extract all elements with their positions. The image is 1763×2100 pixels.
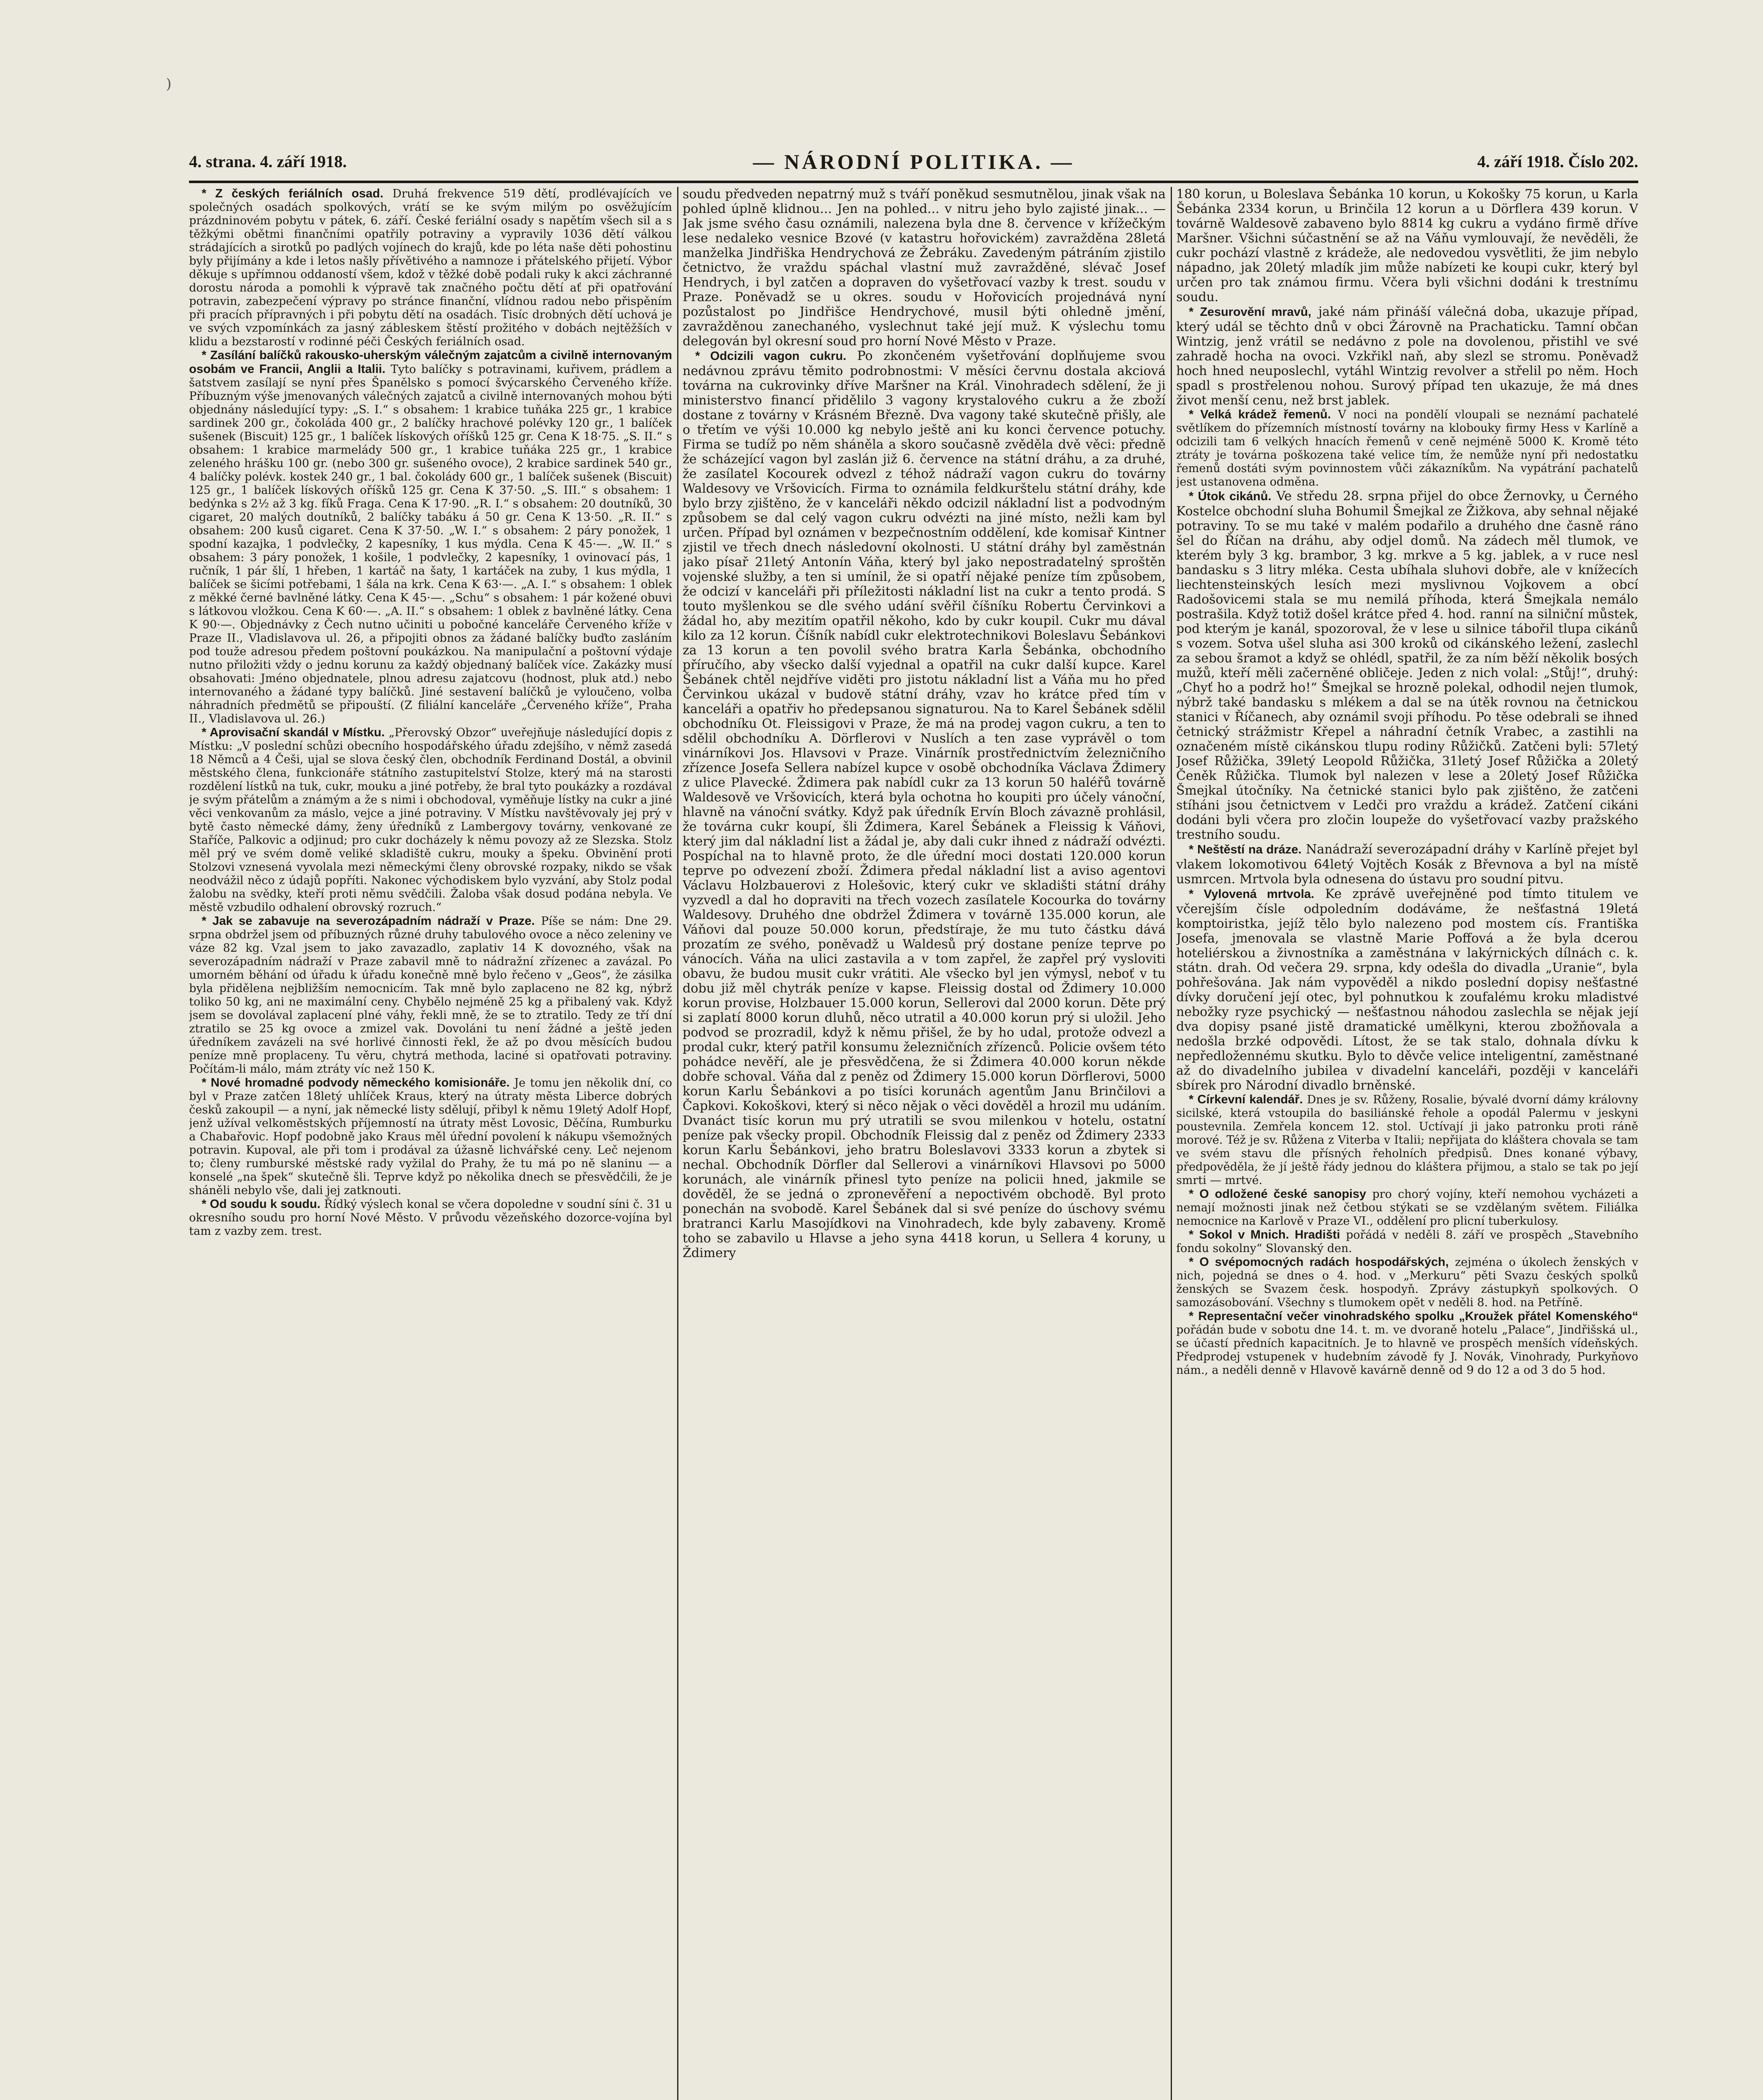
article bbox=[189, 914, 672, 1076]
article bbox=[1176, 1228, 1638, 1255]
article-heading: * Nové hromadné podvody německého komisionáře. bbox=[202, 1076, 510, 1089]
article-continuation bbox=[1176, 187, 1638, 304]
article-text: Druhá frekvence 519 dětí, prodlévajících ve společných osadách spolkových, vrátí se ke svým milým po osvěžujícím prázdninovém pobytu v pátek, 6. září. České feriální osady s napětím všech sil a s těžkými obětmi finančními opatřily potraviny a vypravily 1036 dětí válkou strádajících a sirotků po padlých vojínech do krajů, kde po léta naše děti pohostinu byly přijímány a kde i letos našly přívětivého a namnoze i přátelského přijetí. Výbor děkuje s upřímnou oddaností všem, kdož v těžké době podali ruky k akci záchranné dorostu národa a pomohli k výpravě tak značného počtu dětí ať při opatřování potravin, zabezpečení výpravy po stránce finanční, vlídnou radou nebo přispěním při pracích přípravných i při pobytu dětí na osadách. Tisíc drobných dětí uchová je ve svých vzpomínkách za jasný zábleskem štěstí prožitého v dobách nejtěžších v klidu a bezstarostí v rodinné péči Českých feriálních osad. bbox=[189, 187, 672, 348]
header-rule bbox=[189, 181, 1638, 183]
article-heading: * Církevní kalendář. bbox=[1189, 1093, 1303, 1106]
article bbox=[1176, 1187, 1638, 1228]
column-1 bbox=[189, 187, 672, 2100]
article-heading: * Odcizili vagon cukru. bbox=[695, 349, 846, 363]
column-divider bbox=[1171, 187, 1172, 2100]
article-heading: * Jak se zabavuje na severozápadním nádraží v Praze. bbox=[202, 914, 535, 928]
article-text: zejména o úkolech ženských v nich, pojedná se dnes o 4. hod. v „Merkuru“ pěti Svazu českých spolků ženských se Svazem česk. hospodyň. Zprávy zástupkyň spolkových. O samozásobování. Všechny s tlumokem opět v neděli 8. hod. na Petříně. bbox=[1176, 1256, 1638, 1309]
article bbox=[1176, 408, 1638, 489]
article-text: Píše se nám: Dne 29. srpna obdržel jsem od příbuzných různé druhy tabulového ovoce a něco zeleniny ve váze 82 kg. Vzal jsem to jako zavazadlo, zaplativ 14 K dovozného, však na severozápadním nádraží v Praze zabavil mně to nádražní zřízenec a zavázal. Po umorném běhání od úřadu k úřadu konečně mně bylo řečeno v „Geos“, že zásilka byla přidělena nejbližším nemocnicím. Tak mně bylo zaplaceno ne 82 kg, nýbrž toliko 50 kg, ani ne maximální ceny. Chybělo nejméně 25 kg a přibalený vak. Když jsem se dovolával zaplacení plné váhy, řekli mně, že se to ztratilo. Tedy ze tří dní ztratilo se 25 kg ovoce a zmizel vak. Dovoláni tu není žádné a ještě jeden úředníkem zavázeli na své horlivé činnosti řekl, že až po dvou měsících budou peníze mně proplaceny. Tu věru, chytrá methoda, laciné si opatřovati potraviny. Počítám-li málo, mám ztráty víc než 150 K. bbox=[189, 915, 672, 1076]
article bbox=[189, 1076, 672, 1197]
article-heading: * O odložené české sanopisy bbox=[1189, 1187, 1366, 1201]
article-heading: * Aprovisační skandál v Místku. bbox=[202, 726, 385, 739]
article-heading: * Velká krádež řemenů. bbox=[1189, 408, 1331, 421]
article-text: „Přerovský Obzor“ uveřejňuje následující dopis z Místku: „V poslední schůzi obecního hospodářského úřadu zdejšího, v němž zasedá 18 Němců a 4 Češi, ujal se slova český člen, obchodník Ferdinand Dostál, a obvinil městského člena, funkcionáře státního zastupitelství Stolze, který má na starosti rozdělení lístků na tuk, cukr, mouku a jiné potřeby, že bral tyto poukázky a rozdával je svým přátelům a známým a že s nimi i obchodoval, vyměňuje lístky na cukr a jiné věci venkovanům za máslo, vejce a jiné potraviny. V Místku navštěvovaly jej prý v bytě často německé dámy, ženy úředníků z Lambergovy továrny, venkované ze Staříče, Palkovic a odjinud; pro cukr docházely k němu povozy až ze Slezska. Stolz měl prý ve svém domě veliké skladiště cukru, mouky a špeku. Obvinění proti Stolzovi vznesená vyvolala mezi německými členy obrovské rozpaky, nikdo se však neodvážil něco z údajů popříti. Nakonec východiskem bylo vyzvání, aby Stolz podal žalobu na svědky, kteří proti němu svědčili. Žaloba však dosud podána nebyla. Ve městě vzbudilo odhalení obrovský rozruch.“ bbox=[189, 726, 672, 914]
column-divider bbox=[677, 187, 678, 2100]
article bbox=[1176, 304, 1638, 408]
article-heading: * Representační večer vinohradského spolku „Kroužek přátel Komenského“ bbox=[1189, 1310, 1638, 1323]
column-3 bbox=[1176, 187, 1638, 2100]
article bbox=[1176, 842, 1638, 887]
article-text: Po zkončeném vyšetřování doplňujeme svou nedávnou zprávu těmito podrobnostmi: V měsíci červnu dostala akciová továrna na cukrovinky dříve Maršner na Král. Vinohradech sdělení, že ji ministerstvo financí přidělilo 3 vagony krystalového cukru a že zboží dostane z továrny v Krásném Březně. Dva vagony také skutečně přišly, ale o třetím ve výši 10.000 kg nebylo ještě ani ku konci července potuchy. Firma se tudíž po něm sháněla a skoro současně zvěděla dvě věci: předně že scházející vagon byl zaslán již 6. července na státní dráhu, a za druhé, že zasílatel Kocourek odvezl z téhož nádraží vagon cukru do továrny Waldesovy ve Vršovicích. Firma to oznámila feldkurštelu státní dráhy, kde bylo brzy zjištěno, že v kanceláři někdo odcizil nákladní list a podvodným způsobem se dal celý vagon cukru odvézti na jiné místo, nežli kam byl určen. Případ byl oznámen v bezpečnostním oddělení, kde komisař Kintner zjistil ve třech dnech následovní okolnosti. U státní dráhy byl zaměstnán jako písař 21letý Antonín Váňa, který byl jako nepostradatelný sproštěn vojenské služby, a ten si umínil, že si opatří nějaké peníze tím způsobem, že odcizí v kanceláři při příležitosti nákladní list na cukr a tento prodá. S touto myšlenkou se dle svého udání svěřil číšníku Robertu Červinkovi a žádal ho, aby mezitím opatřil někoho, kdo by cukr koupil. Cukr mu dával kilo za 12 korun. Číšník nabídl cukr elektrotechnikovi Boleslavu Šebánkovi za 13 korun a ten povolil svého bratra Karla Šebánka, obchodního příručího, aby všecko další vyjednal a opatřil na cukr další kupce. Karel Šebánek chtěl nejdříve viděti pro jistotu nákladní list a Váňa mu ho před Červinkou ukázal v budově státní dráhy, vzav ho krátce před tím v kanceláři a opatřiv ho předepsanou signaturou. Na to Karel Šebánek sdělil obchodníku Ot. Fleissigovi v Praze, že má na prodej vagon cukru, a ten to sdělil obchodníku A. Dörflerovi v Nuslích a ten zase vyprávěl o tom vinárníkovi Jos. Hlavsovi v Praze. Vinárník prostřednictvím železničního zřízence Josefa Sellera nabízel kupce v osobě obchodníka Václava Ždimery z ulice Plavecké. Ždimera pak nabídl cukr za 13 korun 50 haléřů továrně Waldesově ve Vršovicích, která byla ochotna ho koupiti pro účely vánoční, hlavně na vánoční svátky. Když pak úředník Ervín Bloch závazně prohlásil, že továrna cukr koupí, šli Ždimera, Karel Šebánek a Fleissig k Váňovi, který jim dal nákladní list a žádal je, aby dali cukr ihned z nádraží odvézti. Pospíchal na to hlavně proto, že dle úřední moci dostati 120.000 korun teprve po odvezení zboží. Ždimera předal nákladní list a aviso agentovi Václavu Holzbauerovi z Holešovic, který cukr ve skladišti státní dráhy vyzvedl a dal ho dopraviti na třech vozech zasílatele Kocourka do továrny Waldesovy. Druhého dne obdržel Ždimera v továrně 135.000 korun, ale Váňovi dal pouze 50.000 korun, předstíraje, že mu tuto částku dává prozatím ze svého, poněvadž u Waldesů prý dostane peníze teprve po vánocích. Váňa na ulici zastavila a v tom zapřel, že zapřel prý vysloviti obavu, že budou musit cukr vrátiti. Ale všecko byl jen výmysl, neboť v tu dobu již měl chytrák peníze v kapse. Fleissig dostal od Ždimery 10.000 korun provise, Holzbauer 15.000 korun, Sellerovi dal 2000 korun. Děte prý si zaplatí 8000 korun dluhů, něco utratil a 40.000 korun prý si uložil. Jeho podvod se prozradil, když k němu přišel, že by ho udal, protože odvezl a prodal cukr, který patřil konsumu železničních zřízenců. Policie ovšem této pohádce nevěří, ale je přesvědčena, že si Ždimera 40.000 korun někde dobře schoval. Váňa dal z peněz od Ždimery 15.000 korun Dörflerovi, 5000 korun Karlu Šebánkovi a po tisíci korunách agentům Janu Brinčilovi a Čapkovi. Kokoškovi, který si něco nějak o věci dověděl a hrozil mu udáním. Dvanáct tisíc korun mu prý utratili se svou milenkou v hotelu, ostatní peníze pak všecky propil. Obchodník Fleissig dal z peněz od Ždimery 2333 korun Karlu Šebánkovi, jeho bratru Boleslavovi 3333 korun a zbytek si nechal. Obchodník Dörfler dal Sellerovi a vinárníkovi Hlavsovi po 5000 korunách, ale vinárník přinesl tyto peníze na policii hned, jakmile se dověděl, že se jedná o zpronevěření a nepoctivém obchodě. Byl proto ponechán na svobodě. Karel Šebánek dal si své peníze do úschovy svému bratranci Karlu Masojídkovi na Vinohradech, kde byly zabaveny. Kromě toho se zabavilo u Hlavse a jeho syna 4418 korun, u Sellera 4 koruny, u Ždimery bbox=[683, 349, 1166, 1260]
article-text: Nanádraží severozápadní dráhy v Karlíně přejet byl vlakem lokomotivou 64letý Vojtěch Kosák z Břevnova a byl na místě usmrcen. Mrtvola byla odnesena do ústavu pro soudní pitvu. bbox=[1176, 842, 1638, 887]
column-2 bbox=[683, 187, 1166, 2100]
article-heading: * Neštěstí na dráze. bbox=[1189, 843, 1302, 856]
header-issue-number: 4. září 1918. Číslo 202. bbox=[1477, 152, 1638, 171]
masthead-title: — NÁRODNÍ POLITIKA. — bbox=[753, 150, 1075, 173]
article-heading: * Zesurovění mravů, bbox=[1189, 305, 1311, 319]
article-text: Ke zprávě uveřejněné pod tímto titulem ve včerejším čísle odpoledním dodáváme, že nešťastná 19letá komptoiristka, jejíž tělo bylo nalezeno pod mostem cís. Františka Josefa, jmenovala se vlastně Marie Poffová a že byla dcerou hoteliérskou a živnostníka a zaměstnána v lakýrnických dílnách c. k. státn. drah. Od večera 29. srpna, kdy odešla do divadla „Uranie“, byla pohřešována. Jak nám vypověděl a nikdo poslední dopisy nešťastné dívky doručení její otec, byl pohnutkou k zoufalému kroku mladistvé nebožky ryze psychický — nešťastnou náhodou zaslechla se nějak její dva dopisy psané jistě dramatické umělkyni, kterou zbožňovala a nedošla brzké odpovědi. Lítost, že se tak stalo, dohnala dívku k nepředložennému skutku. Bylo to děvče velice inteligentní, zaměstnané až do divadelního jubilea v divadelní kanceláři, později v kanceláři sbírek pro Národní divadlo brněnské. bbox=[1176, 887, 1638, 1093]
scan-mark: ) bbox=[166, 76, 172, 92]
article bbox=[189, 1197, 672, 1238]
article-text: V noci na pondělí vloupali se neznámí pachatelé světlíkem do přízemních místností továrny na klobouky firmy Hess v Karlíně a odcizili tam 6 velkých hnacích řemenů v ceně nejméně 5000 K. Kromě této ztráty je továrna poškozena také velice tím, že nemůže nyní při nedostatku řemenů dostáti svým povinnostem vůči zákazníkům. Na vypátrání pachatelů jest ustanovena odměna. bbox=[1176, 408, 1638, 488]
article bbox=[683, 349, 1166, 1260]
article-heading: * Od soudu k soudu. bbox=[202, 1197, 321, 1211]
article-heading: * O svépomocných radách hospodářských, bbox=[1189, 1255, 1449, 1269]
article bbox=[189, 726, 672, 914]
article-text: Dnes je sv. Růženy, Rosalie, bývalé dvorní dámy královny sicilské, která vstoupila do basiliánské řehole a opodál Palermu v jeskyni poustevnila. Zemřela koncem 12. stol. Uctívají ji jako patronku proti ráně morové. Též je sv. Růžena z Viterba v Italii; nepřijata do kláštera chovala se tam ve svém stavu dle přísných řeholních předpisů. Dnes konané výbavy, předpověděla, že jí ještě řády jednou do kláštera přijmou, a stalo se tak po její smrti — mrtvé. bbox=[1176, 1093, 1638, 1187]
header-date-left: 4. strana. 4. září 1918. bbox=[189, 152, 347, 171]
article-text: Tyto balíčky s potravinami, kuřivem, prádlem a šatstvem zasílají se nyní přes Španělsko s pomocí švýcarského Červeného kříže. Příbuzným výše jmenovaných válečných zajatců a civilně internovaných mohou býti objednány následující typy: „S. I.“ s obsahem: 1 krabice tuňáka 225 gr., 1 krabice sardinek 200 gr., čokoláda 400 gr., 2 balíčky hrachové polévky 120 gr., 1 balíček sušenek (Biscuit) 125 gr., 1 balíček lískových oříšků 125 gr. Cena K 18·75. „S. II.“ s obsahem: 1 krabice marmelády 500 gr., 1 krabice tuňáka 225 gr., 1 krabice zeleného hrášku 100 gr. (nebo 300 gr. sušeného ovoce), 2 krabice sardinek 540 gr., 4 balíčky polévk. kostek 240 gr., 1 bal. čokolády 600 gr., 1 balíček sušenek (Biscuit) 125 gr., 1 balíček lískových oříšků 125 gr. Cena K 37·50. „S. III.“ s obsahem: 1 bedýnka s 2½ až 3 kg. fíků Fraga. Cena K 17·90. „R. I.“ s obsahem: 20 doutníků, 30 cigaret, 20 malých doutníků, 2 balíčky tabáku á 50 gr. Cena K 13·50. „R. II.“ s obsahem: 200 kusů cigaret. Cena K 37·50. „W. I.“ s obsahem: 2 páry ponožek, 1 spodní kazajka, 1 podvlečky, 2 kapesníky, 1 kus mýdla. Cena K 45·—. „W. II.“ s obsahem: 3 páry ponožek, 1 košile, 1 podvlečky, 2 kapesníky, 1 ovinovací pás, 1 ručník, 1 pár šlí, 1 hřeben, 1 kartáč na šaty, 1 kartáček na zuby, 1 kus mýdla, 1 balíček se šicími potřebami, 1 šála na krk. Cena K 63·—. „A. I.“ s obsahem: 1 oblek z měkké černé bavlněné látky. Cena K 45·—. „Schu“ s obsahem: 1 pár kožené obuvi s látkovou vložkou. Cena K 60·—. „A. II.“ s obsahem: 1 oblek z bavlněné látky. Cena K 90·—. Objednávky z Čech nutno učiniti u pobočné kanceláře Červeného kříže v Praze II., Vladislavova ul. 26, a připojiti obnos za žádané balíčky buďto zasláním pod touže adresou předem poštovní poukázkou. Na manipulační a poštovní výdaje nutno přiložiti vždy o jednu korunu za každý objednaný balíček více. Zakázky musí obsahovati: Jméno objednatele, plnou adresu zajatcovu (hodnost, pluk atd.) nebo internovaného a žádané typy balíčků. Jiné sestavení balíčků je vyloučeno, volba náhradních předmětů se připouští. (Z filiální kanceláře „Červeného kříže“, Praha II., Vladislavova ul. 26.) bbox=[189, 363, 672, 725]
article bbox=[1176, 1255, 1638, 1310]
article-text: pořádá v neděli 8. září ve prospěch „Stavebního fondu sokolny“ Slovanský den. bbox=[1176, 1228, 1638, 1255]
article-continuation bbox=[683, 187, 1166, 349]
article bbox=[1176, 1093, 1638, 1187]
article-text: pořádán bude v sobotu dne 14. t. m. ve dvoraně hotelu „Palace“, Jindřišská ul., se účastí předních kapacitních. Je to hlavně ve prospěch menších vídeňských. Předprodej vstupenek v hudebním závodě fy J. Novák, Vinohrady, Purkyňovo nám., a neděli denně v Hlavově kavárně denně od 9 do 12 a od 3 do 5 hod. bbox=[1176, 1323, 1638, 1377]
article bbox=[1176, 1310, 1638, 1377]
article bbox=[189, 349, 672, 726]
article-text: Je tomu jen několik dní, co byl v Praze zatčen 18letý uhlíček Kraus, který na útraty města Liberce dobrých česků zakoupil — a nyní, jak německé listy sdělují, přibyl k němu 19letý Adolf Hopf, jenž užíval velkoměstských příjemností na útraty měst Lovosic, Děčína, Rumburku a Chabařovic. Hopf podobně jako Kraus měl úřední povolení k nákupu všemožných potravin. Kupoval, ale při tom i prodával za úžasně lichvářské ceny. Leč nejenom to; členy rumburské městské rady vyžilal do Prahy, že tu má po ně slaninu — a konselé „na špek“ skutečně šli. Teprve když po několika dnech se přesvědčili, že je sháněli nebylo vše, dali jej zatknouti. bbox=[189, 1076, 672, 1197]
page-header bbox=[189, 147, 1638, 176]
article-text: 180 korun, u Boleslava Šebánka 10 korun, u Kokošky 75 korun, u Karla Šebánka 2334 korun, u Brinčila 12 korun a u Dörflera 439 korun. V továrně Waldesově zabaveno bylo 8814 kg cukru a vydáno firmě dříve Maršner. Všichni súčastnění se až na Váňu vymlouvají, že nevěděli, že cukr pochází vlastně z krádeže, ale nedovedou vysvětliti, že jim nebylo nápadno, jak 20letý mladík jim může nabízeti ke koupi cukr, který byl určen pro tak známou firmu. Včera byli všichni dodáni k trestnímu soudu. bbox=[1176, 187, 1638, 304]
article-text: Ve středu 28. srpna přijel do obce Žernovky, u Černého Kostelce obchodní sluha Bohumil Šmejkal ze Žižkova, aby sehnal nějaké potraviny. To se mu také v malém podařilo a druhého dne časně ráno šel do Říčan na dráhu, aby odjel domů. Na zádech měl tlumok, ve kterém byly 3 kg. brambor, 3 kg. mrkve a 5 kg. jablek, a v ruce nesl bandasku s 3 litry mléka. Cesta ubíhala sluhovi dobře, ale v knížecích liechtensteinských lesích mezi myslivnou Vojkovem a obcí Radošovicemi stala se mu nemilá příhoda, která Šmejkala nemálo postrašila. Když totiž došel krátce před 4. hod. ranní na silniční můstek, pod kterým je kanál, spozoroval, že v lese u silnice tábořil tlupa cikánů s vozem. Sotva ušel sluha asi 300 kroků od cikánského ležení, zaslechl za sebou šramot a když se ohlédl, spatřil, že za ním běží několik bosých mužů, kteří měli začerněné obličeje. Jeden z nich volal: „Stůj!“, druhý: „Chyť ho a podrž ho!“ Šmejkal se hrozně polekal, odhodil nejen tlumok, nýbrž také bandasku s mlékem a dal se na útěk rovnou na četnickou stanici v Říčanech, aby oznámil svoji příhodu. Po těse odebrali se ihned četnický strážmistr Křepel a náhradní četník Vrabec, a zastihli na označeném místě cikánskou tlupu rodiny Růžičků. Zatčeni byli: 57letý Josef Růžička, 39letý Leopold Růžička, 31letý Josef Růžička a 20letý Čeněk Růžička. Tlumok byl nalezen v lese a 20letý Josef Růžička Šmejkal útočníky. Na četnické stanici bylo pak zjištěno, že zatčeni stíháni jsou četnictvem v Ledči pro vraždu a krádež. Zatčení cikáni dodáni byli včera pro zločin loupeže do vyšetřovací vazby pražského trestního soudu. bbox=[1176, 489, 1638, 842]
article-text: Řídký výslech konal se včera dopoledne v soudní síni č. 31 u okresního soudu pro horní Nové Město. V průvodu vězeňského dozorce-vojína byl tam z vazby zem. trest. bbox=[189, 1198, 672, 1238]
article-text: pro chorý vojíny, kteří nemohou vycházeti a nemají možnosti jinak než četbou stýkati se se vzdělaným světem. Filiálka nemocnice na Karlově v Praze VI., oddělení pro plicní tuberkulosy. bbox=[1176, 1188, 1638, 1228]
article bbox=[1176, 489, 1638, 842]
article-heading: * Útok cikánů. bbox=[1189, 490, 1272, 503]
article-heading: * Z českých feriálních osad. bbox=[202, 187, 384, 200]
article-text: soudu předveden nepatrný muž s tváří poněkud sesmutnělou, jinak však na pohled úplně klidnou... Jen na pohled... v nitru jeho bylo zajisté jinak... — Jak jsme svého času oznámili, nalezena byla dne 8. července v křížečkým lese nedaleko vesnice Bzové (v katastru hořovickém) zavražděna 28letá manželka Jindřiška Hendrychová ze Žebráku. Zavedeným pátráním zjistilo četnictvo, že vraždu spáchal vlastní muž zavražděné, slévač Josef Hendrych, i byl zatčen a dopraven do vyšetřovací vazby k trest. soudu v Praze. Poněvadž se u okres. soudu v Hořovicích projednává nyní pozůstalost po Jindřišce Hendrychové, musil býti ohledně jmění, zavražděnou zanechaného, vyslechnut také její muž. K výslechu tomu delegován byl okresní soud pro horní Nové Město v Praze. bbox=[683, 187, 1166, 349]
article-heading: * Vylovená mrtvola. bbox=[1189, 887, 1314, 901]
article-heading: * Sokol v Mnich. Hradišti bbox=[1189, 1228, 1340, 1242]
article-heading: * Zasílání balíčků rakousko-uherským válečným zajatcům a civilně internovaným osobám ve Francii, Anglii a Italii. bbox=[189, 349, 672, 376]
article bbox=[1176, 887, 1638, 1093]
article bbox=[189, 187, 672, 349]
article-text: jaké nám přináší válečná doba, ukazuje případ, který udál se těchto dnů v obci Žárovně na Prachaticku. Tamní občan Wintzig, jenž vrátil se nedávno z pole na dovolenou, přistihl ve své zahradě hocha na ovoci. Vzkřikl naň, aby slezl se stromu. Poněvadž hoch hned neuposlechl, vytáhl Wintzig revolver a střelil po něm. Hoch spadl s prostřelenou nohou. Surový případ ten ukazuje, že má dnes život menší cenu, než brst jablek. bbox=[1176, 304, 1638, 408]
